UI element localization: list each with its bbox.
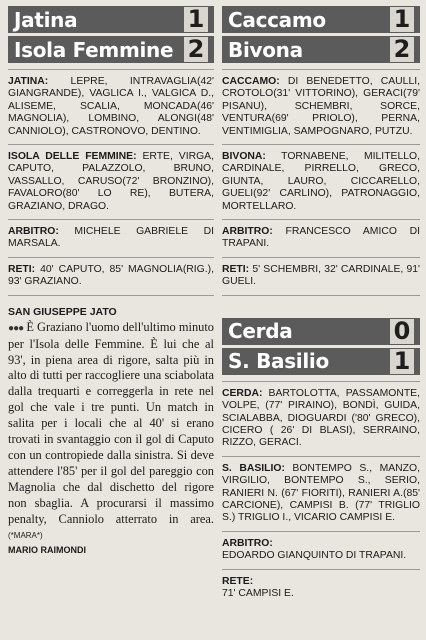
goals-text: 71' CAMPISI E. (222, 587, 294, 599)
divider (222, 69, 420, 70)
home-score: 1 (184, 7, 208, 32)
away-team: Isola Femmine (14, 37, 174, 62)
divider (8, 295, 214, 296)
home-lineup-label: JATINA: (8, 76, 49, 87)
match-cerda-sbasilio (222, 318, 420, 601)
divider (222, 531, 420, 532)
divider (8, 69, 214, 70)
home-team: Caccamo (228, 7, 326, 32)
home-lineup (8, 76, 214, 138)
match-jatina-isola (8, 6, 214, 555)
away-lineup-label: ISOLA DELLE FEMMINE: (8, 151, 137, 163)
goals-label: RETI: (222, 263, 250, 275)
home-score: 0 (390, 319, 414, 344)
goals-label: RETE: (222, 575, 254, 587)
goals-label: RETI: (8, 263, 36, 275)
referee-label: ARBITRO: (8, 226, 59, 238)
referee (8, 226, 214, 251)
home-lineup-text: DI BENEDETTO, CAULLI, CROTOLO(31' VITTORINO), GERACI(79' PISANU), SCHEMBRI, SORCE, VENTURA(69' PRIOLO), PERNA, VENTIMIGLIA, SAMPOGNARO, PUTZU. (222, 76, 420, 137)
away-score-row (8, 36, 214, 63)
home-lineup (222, 388, 420, 450)
divider (222, 295, 420, 296)
referee-text: EDOARDO GIANQUINTO DI TRAPANI. (222, 550, 407, 562)
goals (8, 264, 214, 289)
divider (222, 219, 420, 220)
home-team: Cerda (228, 319, 293, 344)
away-lineup-label: BIVONA: (222, 151, 266, 163)
referee (222, 226, 420, 251)
away-lineup (222, 151, 420, 213)
home-lineup-text: LEPRE, INTRAVAGLIA(42' GIANGRANDE), VAGLICA I., VALGICA D., ALISEME, SCALIA, MONCADA(46' MAGNOLIA), LOMBINO, ALONGI(48' CANNIOLO), CASTRONOVO, DENTINO. (8, 76, 214, 137)
goals (222, 576, 420, 601)
story-author: MARIO RAIMONDI (8, 545, 86, 556)
home-lineup-label: CERDA: (222, 387, 263, 399)
divider (222, 381, 420, 382)
divider (222, 456, 420, 457)
away-lineup-text: BONTEMPO S., MANZO, VIRGILIO, BONTEMPO S., SERIO, RANIERI N. (67' FIORITI), RANIERI A.(85' CARCIONE), CAMPISI B. (77' TRIGLIO S.) TRIGLIO I., VICARIO CAMPISI E. (222, 462, 420, 524)
away-score: 2 (184, 37, 208, 62)
story-text: È Graziano l'uomo dell'ultimo minuto per l'Isola delle Femmine. È lui che al 93', in piena area di rigore, salta più in alto di tutti per raccogliere una sciabolata dalla trequarti e correggerla in rete nel gol che vale i tre punti. Un match in salita per i locali che al 40' si erano trovati in svantaggio con il gol di Caputo con un contropiede dalla sinistra. Si deve attendere l'85' per il gol del pareggio con Magnolia che dal dischetto del rigore non sbaglia. A procurarsi il massimo penalty, Canniolo atterrato in area. (8, 319, 214, 526)
away-team: S. Basilio (228, 349, 329, 374)
divider (8, 257, 214, 258)
story (8, 320, 214, 545)
story-place: SAN GIUSEPPE JATO (8, 305, 117, 318)
referee-text: FRANCESCO AMICO DI TRAPANI. (222, 226, 420, 250)
referee (222, 538, 420, 563)
home-lineup-label: CACCAMO: (222, 76, 280, 87)
away-lineup (222, 463, 420, 525)
away-score-row (222, 348, 420, 375)
away-lineup-text: ERTE, VIRGA, CAPUTO, PALAZZOLO, BRUNO, VASSALLO, CARUSO(72' BRONZINO), FAVALORO(80' LO RE), BUTERA, GRAZIANO, DRAGO. (8, 151, 214, 212)
away-score: 2 (390, 37, 414, 62)
divider (222, 257, 420, 258)
goals-text: 5' SCHEMBRI, 32' CARDINALE, 91' GUELI. (222, 263, 420, 288)
referee-label: ARBITRO: (222, 537, 273, 549)
goals (222, 264, 420, 289)
home-team: Jatina (14, 7, 78, 32)
divider (8, 144, 214, 145)
match-caccamo-bivona (222, 6, 420, 600)
divider (8, 219, 214, 220)
away-score: 1 (390, 349, 414, 374)
home-score-row (222, 318, 420, 345)
home-score-row (222, 6, 420, 33)
home-lineup-text: BARTOLOTTA, PASSAMONTE, VOLPE, (77' PIRAINO), BONDÌ, GUIDA, SCIALABBA, DIOGUARDI ('80' GRECO), CICERO ( 26' DI BLASI), SERRAINO, RIZZO, GERACI. (222, 387, 420, 449)
referee-label: ARBITRO: (222, 226, 273, 238)
divider (222, 569, 420, 570)
away-lineup-label: S. BASILIO: (222, 462, 285, 474)
away-score-row (222, 36, 420, 63)
divider (222, 144, 420, 145)
story-tag: (*MARA*) (8, 531, 43, 541)
referee-text: MICHELE GABRIELE DI MARSALA. (8, 226, 215, 250)
away-lineup-text: TORNABENE, MILITELLO, CARDINALE, PIRRELLO, GRECO, GIUNTA, LAURO, CICCARELLO, GUELI(92' CARLINO), PATRONAGGIO, MORTELLARO. (222, 151, 420, 212)
home-score: 1 (390, 7, 414, 32)
home-score-row (8, 6, 214, 33)
bullet-dots-icon: ●●● (8, 322, 24, 334)
away-team: Bivona (228, 37, 303, 62)
goals-text: 40' CAPUTO, 85' MAGNOLIA(RIG.), 93' GRAZIANO. (8, 263, 215, 288)
home-lineup (222, 76, 420, 138)
away-lineup (8, 151, 214, 213)
